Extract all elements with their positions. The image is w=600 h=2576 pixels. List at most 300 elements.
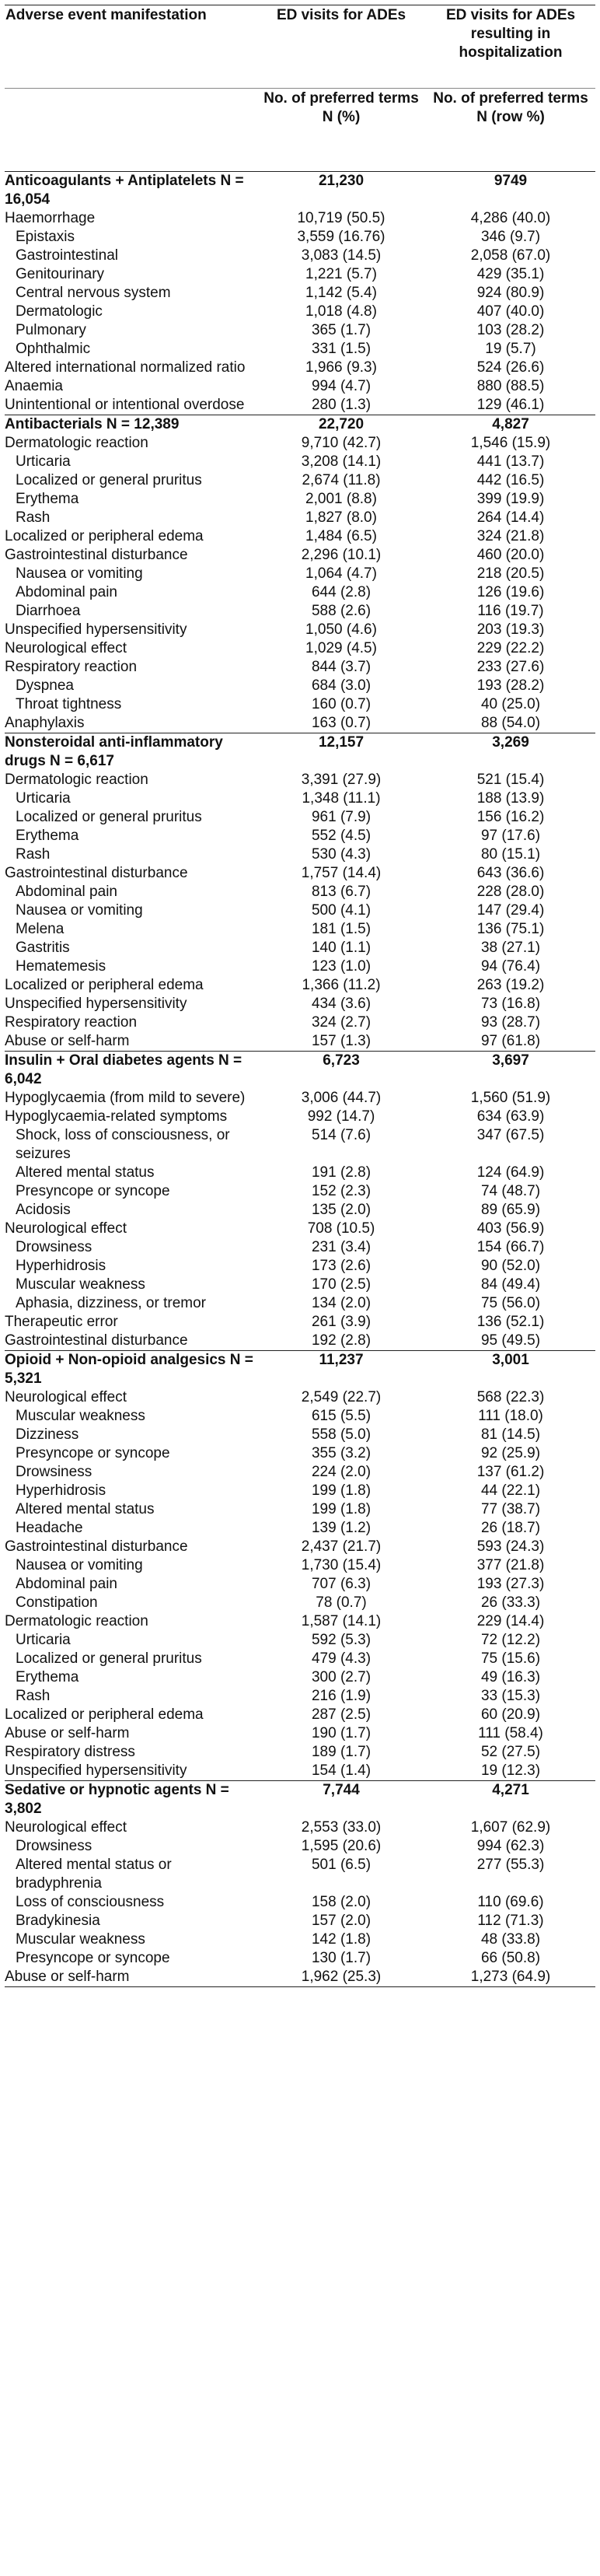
table-row xyxy=(5,1257,595,1276)
manifestation-label: Neurological effect xyxy=(5,640,127,656)
table-header xyxy=(5,5,595,172)
ed-visits-value: 21,230 xyxy=(318,173,365,189)
manifestation-label: Respiratory reaction xyxy=(5,659,138,675)
ed-visits-value: 191 (2.8) xyxy=(311,1164,372,1181)
ed-visits-value: 280 (1.3) xyxy=(311,397,372,413)
table-row xyxy=(5,1482,595,1500)
ed-visits-value: 10,719 (50.5) xyxy=(297,210,385,226)
sub-manifestation-label: Dyspnea xyxy=(16,677,74,694)
ed-visits-value: 140 (1.1) xyxy=(311,940,372,956)
manifestation-label: Localized or peripheral edema xyxy=(5,977,204,993)
sub-manifestation-label: Altered mental status or bradyphrenia xyxy=(16,1857,172,1892)
ed-visits-value: 2,553 (33.0) xyxy=(301,1819,382,1836)
ed-visits-value: 2,549 (22.7) xyxy=(301,1389,382,1405)
hospitalization-value: 277 (55.3) xyxy=(476,1857,545,1873)
manifestation-label: Haemorrhage xyxy=(5,210,96,226)
table-row xyxy=(5,883,595,901)
manifestation-label: Unspecified hypersensitivity xyxy=(5,1762,187,1779)
sub-manifestation-label: Gastritis xyxy=(16,940,70,956)
ed-visits-value: 1,966 (9.3) xyxy=(305,359,377,376)
table-row xyxy=(5,1594,595,1612)
hospitalization-value: 156 (16.2) xyxy=(476,809,545,825)
ed-visits-value: 6,723 xyxy=(256,1052,426,1090)
hospitalization-value: 188 (13.9) xyxy=(476,790,545,807)
ed-visits-value: 190 (1.7) xyxy=(311,1725,372,1741)
sub-manifestation-label: Localized or general pruritus xyxy=(16,809,202,825)
ed-visits-value: 7,744 xyxy=(256,1781,426,1819)
ed-visits-value: 134 (2.0) xyxy=(311,1295,372,1311)
table-row xyxy=(5,1968,595,1987)
hospitalization-value: 93 (28.7) xyxy=(480,1014,541,1031)
sub-manifestation-label: Gastrointestinal xyxy=(16,247,119,264)
manifestation-label: Hypoglycaemia (from mild to severe) xyxy=(5,1090,246,1106)
hospitalization-value: 111 (58.4) xyxy=(478,1725,543,1741)
ed-visits-value: 684 (3.0) xyxy=(311,677,372,694)
table-row xyxy=(5,1182,595,1201)
table-row xyxy=(5,1837,595,1856)
hospitalization-value: 80 (15.1) xyxy=(480,846,541,863)
hospitalization-value: 1,546 (15.9) xyxy=(470,435,551,451)
table-row xyxy=(5,901,595,920)
hospitalization-value: 90 (52.0) xyxy=(480,1258,541,1274)
sub-manifestation-label: Localized or general pruritus xyxy=(16,1650,202,1667)
header-manifestation: Adverse event manifestation xyxy=(5,5,256,89)
hospitalization-value: 228 (28.0) xyxy=(476,884,545,900)
ed-visits-value: 994 (4.7) xyxy=(311,378,372,394)
sub-manifestation-label: Nausea or vomiting xyxy=(16,902,143,919)
ed-visits-value: 199 (1.8) xyxy=(311,1501,372,1517)
ed-visits-value: 199 (1.8) xyxy=(311,1482,372,1499)
sub-manifestation-label: Hematemesis xyxy=(16,958,106,975)
ed-visits-value: 324 (2.7) xyxy=(311,1014,372,1031)
table-row xyxy=(5,1912,595,1930)
sub-manifestation-label: Urticaria xyxy=(16,1632,71,1648)
table-row xyxy=(5,1575,595,1594)
sub-manifestation-label: Central nervous system xyxy=(16,285,171,301)
table-row xyxy=(5,1108,595,1126)
ed-visits-value: 11,237 xyxy=(256,1351,426,1389)
manifestation-label: Localized or peripheral edema xyxy=(5,528,204,544)
ed-visits-value: 1,366 (11.2) xyxy=(302,977,381,993)
ed-visits-value: 501 (6.5) xyxy=(311,1857,372,1873)
table-group-row xyxy=(5,1052,595,1090)
hospitalization-value: 136 (75.1) xyxy=(476,921,545,937)
table-row xyxy=(5,1893,595,1912)
hospitalization-value: 60 (20.9) xyxy=(480,1706,541,1723)
hospitalization-value: 346 (9.7) xyxy=(480,229,541,245)
drug-class-label: Opioid + Non-opioid analgesics N = 5,321 xyxy=(5,1351,256,1389)
sub-manifestation-label: Loss of consciousness xyxy=(16,1894,165,1910)
hospitalization-value: 48 (33.8) xyxy=(480,1931,541,1948)
sub-manifestation-label: Hyperhidrosis xyxy=(16,1482,106,1499)
table-row xyxy=(5,1500,595,1519)
sub-manifestation-label: Diarrhoea xyxy=(16,603,81,619)
ed-visits-value: 261 (3.9) xyxy=(311,1314,372,1330)
table-row xyxy=(5,546,595,565)
hospitalization-value: 521 (15.4) xyxy=(476,772,545,788)
ed-visits-value: 22,720 xyxy=(256,415,426,435)
sub-manifestation-label: Constipation xyxy=(16,1594,98,1611)
sub-manifestation-label: Pulmonary xyxy=(16,322,86,338)
hospitalization-value: 74 (48.7) xyxy=(480,1183,541,1199)
sub-manifestation-label: Rash xyxy=(16,1688,51,1704)
hospitalization-value: 9749 xyxy=(494,173,528,189)
hospitalization-value: 95 (49.5) xyxy=(480,1332,541,1349)
hospitalization-value: 3,269 xyxy=(426,733,595,772)
table-row xyxy=(5,1407,595,1426)
ed-visits-value: 142 (1.8) xyxy=(311,1931,372,1948)
hospitalization-value: 442 (16.5) xyxy=(476,472,545,488)
drug-class-label: Anticoagulants + Antiplatelets N = 16,054 xyxy=(5,173,244,208)
hospitalization-value: 81 (14.5) xyxy=(480,1426,541,1443)
sub-manifestation-label: Drowsiness xyxy=(16,1838,92,1854)
ed-visits-value: 592 (5.3) xyxy=(311,1632,372,1648)
ed-visits-value: 1,142 (5.4) xyxy=(305,285,377,301)
sub-manifestation-label: Urticaria xyxy=(16,790,71,807)
ed-visits-value: 2,001 (8.8) xyxy=(305,491,377,507)
sub-manifestation-label: Altered mental status xyxy=(16,1501,155,1517)
table-row xyxy=(5,340,595,359)
table-row xyxy=(5,1089,595,1108)
hospitalization-value: 403 (56.9) xyxy=(476,1220,545,1237)
ed-visits-value: 1,029 (4.5) xyxy=(305,640,377,656)
sub-manifestation-label: Aphasia, dizziness, or tremor xyxy=(16,1295,206,1311)
hospitalization-value: 52 (27.5) xyxy=(480,1744,541,1760)
ed-visits-value: 708 (10.5) xyxy=(307,1220,375,1237)
hospitalization-value: 3,001 xyxy=(426,1351,595,1389)
table-row xyxy=(5,1294,595,1313)
table-row xyxy=(5,939,595,957)
hospitalization-value: 75 (15.6) xyxy=(480,1650,541,1667)
ed-visits-value: 170 (2.5) xyxy=(311,1276,372,1293)
subheader-preferred-terms-row-pct: No. of preferred terms N (row %) xyxy=(426,89,595,172)
sub-manifestation-label: Abdominal pain xyxy=(16,884,117,900)
table-row xyxy=(5,490,595,509)
table-row xyxy=(5,695,595,714)
hospitalization-value: 49 (16.3) xyxy=(480,1669,541,1685)
ed-visits-value: 615 (5.5) xyxy=(311,1408,372,1424)
sub-manifestation-label: Erythema xyxy=(16,828,79,844)
manifestation-label: Altered international normalized ratio xyxy=(5,359,246,376)
hospitalization-value: 92 (25.9) xyxy=(480,1445,541,1461)
sub-manifestation-label: Headache xyxy=(16,1520,83,1536)
ed-visits-value: 2,674 (11.8) xyxy=(302,472,381,488)
hospitalization-value: 94 (76.4) xyxy=(480,958,541,975)
table-row xyxy=(5,1724,595,1743)
hospitalization-value: 263 (19.2) xyxy=(476,977,545,993)
hospitalization-value: 460 (20.0) xyxy=(476,547,545,563)
manifestation-label: Dermatologic reaction xyxy=(5,435,148,451)
manifestation-label: Neurological effect xyxy=(5,1220,127,1237)
table-group-row xyxy=(5,415,595,435)
sub-manifestation-label: Ophthalmic xyxy=(16,341,91,357)
ed-visits-value: 530 (4.3) xyxy=(311,846,372,863)
ed-visits-value: 139 (1.2) xyxy=(311,1520,372,1536)
manifestation-label: Unintentional or intentional overdose xyxy=(5,397,245,413)
sub-manifestation-label: Dermatologic xyxy=(16,303,103,320)
ed-visits-value: 1,050 (4.6) xyxy=(305,621,377,638)
table-row xyxy=(5,509,595,527)
drug-class-label: Insulin + Oral diabetes agents N = 6,042 xyxy=(5,1052,256,1090)
ed-visits-value: 1,018 (4.8) xyxy=(305,303,377,320)
ed-visits-value: 1,595 (20.6) xyxy=(301,1838,382,1854)
hospitalization-value: 154 (66.7) xyxy=(476,1239,545,1255)
table-row xyxy=(5,827,595,845)
table-row xyxy=(5,321,595,340)
ed-visits-value: 158 (2.0) xyxy=(311,1894,372,1910)
table-row xyxy=(5,303,595,321)
hospitalization-value: 2,058 (67.0) xyxy=(470,247,551,264)
sub-manifestation-label: Localized or general pruritus xyxy=(16,472,202,488)
table-group-row xyxy=(5,172,595,210)
table-row xyxy=(5,1762,595,1781)
hospitalization-value: 66 (50.8) xyxy=(480,1950,541,1966)
ed-visits-value: 3,391 (27.9) xyxy=(301,772,382,788)
table-group-row xyxy=(5,1781,595,1819)
manifestation-label: Anaemia xyxy=(5,378,63,394)
table-row xyxy=(5,957,595,976)
ed-visits-value: 181 (1.5) xyxy=(311,921,372,937)
ed-visits-value: 365 (1.7) xyxy=(311,322,372,338)
ed-visits-value: 1,962 (25.3) xyxy=(256,1968,426,1987)
manifestation-label: Respiratory reaction xyxy=(5,1014,138,1031)
hospitalization-value: 924 (80.9) xyxy=(476,285,545,301)
header-ed-visits-hospitalization: ED visits for ADEs resulting in hospitalization xyxy=(426,5,595,89)
table-row xyxy=(5,658,595,677)
table-row xyxy=(5,1164,595,1182)
table-row xyxy=(5,1220,595,1238)
manifestation-label: Unspecified hypersensitivity xyxy=(5,621,187,638)
manifestation-label: Dermatologic reaction xyxy=(5,772,148,788)
sub-manifestation-label: Nausea or vomiting xyxy=(16,565,143,582)
table-row xyxy=(5,565,595,583)
ed-visits-value: 189 (1.7) xyxy=(311,1744,372,1760)
hospitalization-value: 116 (19.7) xyxy=(477,603,544,619)
ed-visits-value: 961 (7.9) xyxy=(311,809,372,825)
hospitalization-value: 218 (20.5) xyxy=(476,565,545,582)
table-row xyxy=(5,845,595,864)
ed-visits-value: 9,710 (42.7) xyxy=(301,435,382,451)
hospitalization-value: 97 (61.8) xyxy=(480,1033,541,1049)
table-row xyxy=(5,1556,595,1575)
table-row xyxy=(5,1612,595,1631)
ed-visits-value: 558 (5.0) xyxy=(311,1426,372,1443)
ed-visits-value: 3,083 (14.5) xyxy=(301,247,382,264)
table-row xyxy=(5,1276,595,1294)
hospitalization-value: 193 (27.3) xyxy=(476,1576,545,1592)
manifestation-label: Abuse or self-harm xyxy=(5,1725,130,1741)
table-row xyxy=(5,1126,595,1164)
hospitalization-value: 110 (69.6) xyxy=(477,1894,544,1910)
hospitalization-value: 33 (15.3) xyxy=(480,1688,541,1704)
hospitalization-value: 73 (16.8) xyxy=(480,996,541,1012)
sub-manifestation-label: Muscular weakness xyxy=(16,1408,145,1424)
hospitalization-value: 75 (56.0) xyxy=(480,1295,541,1311)
sub-manifestation-label: Hyperhidrosis xyxy=(16,1258,106,1274)
table-row xyxy=(5,714,595,733)
hospitalization-value: 111 (18.0) xyxy=(478,1408,543,1424)
sub-manifestation-label: Genitourinary xyxy=(16,266,105,282)
hospitalization-value: 129 (46.1) xyxy=(476,397,545,413)
table-row xyxy=(5,583,595,602)
hospitalization-value: 38 (27.1) xyxy=(480,940,541,956)
table-row xyxy=(5,1201,595,1220)
hospitalization-value: 84 (49.4) xyxy=(480,1276,541,1293)
drug-class-label: Antibacterials N = 12,389 xyxy=(5,415,256,435)
hospitalization-value: 377 (21.8) xyxy=(476,1557,545,1573)
ed-visits-value: 154 (1.4) xyxy=(311,1762,372,1779)
manifestation-label: Gastrointestinal disturbance xyxy=(5,547,188,563)
ed-visits-value: 1,587 (14.1) xyxy=(301,1613,382,1629)
sub-manifestation-label: Acidosis xyxy=(16,1202,71,1218)
table-row xyxy=(5,1743,595,1762)
manifestation-label: Neurological effect xyxy=(5,1819,127,1836)
sub-manifestation-label: Shock, loss of consciousness, or seizures xyxy=(16,1127,230,1162)
ed-visits-value: 644 (2.8) xyxy=(311,584,372,600)
manifestation-label: Neurological effect xyxy=(5,1389,127,1405)
manifestation-label: Hypoglycaemia-related symptoms xyxy=(5,1108,228,1125)
table-group-row xyxy=(5,1351,595,1389)
ed-visits-value: 192 (2.8) xyxy=(311,1332,372,1349)
table-row xyxy=(5,920,595,939)
ed-visits-value: 588 (2.6) xyxy=(311,603,372,619)
hospitalization-value: 880 (88.5) xyxy=(476,378,545,394)
sub-manifestation-label: Abdominal pain xyxy=(16,1576,117,1592)
header-ed-visits: ED visits for ADEs xyxy=(256,5,426,89)
hospitalization-value: 399 (19.9) xyxy=(476,491,545,507)
ed-visits-value: 552 (4.5) xyxy=(311,828,372,844)
table-row xyxy=(5,209,595,228)
ed-visits-value: 1,730 (15.4) xyxy=(301,1557,382,1573)
ed-visits-value: 355 (3.2) xyxy=(311,1445,372,1461)
hospitalization-value: 103 (28.2) xyxy=(476,322,545,338)
ed-visits-value: 514 (7.6) xyxy=(311,1127,372,1143)
sub-manifestation-label: Bradykinesia xyxy=(16,1913,100,1929)
table-row xyxy=(5,471,595,490)
hospitalization-value: 1,273 (64.9) xyxy=(426,1968,595,1987)
hospitalization-value: 4,827 xyxy=(426,415,595,435)
manifestation-label: Gastrointestinal disturbance xyxy=(5,1538,188,1555)
table-row xyxy=(5,265,595,284)
hospitalization-value: 112 (71.3) xyxy=(477,1913,544,1929)
table-row xyxy=(5,228,595,247)
hospitalization-value: 568 (22.3) xyxy=(476,1389,545,1405)
ed-visits-value: 813 (6.7) xyxy=(311,884,372,900)
hospitalization-value: 229 (14.4) xyxy=(476,1613,545,1629)
manifestation-label: Respiratory distress xyxy=(5,1744,135,1760)
table-row xyxy=(5,527,595,546)
sub-manifestation-label: Drowsiness xyxy=(16,1239,92,1255)
ed-visits-value: 173 (2.6) xyxy=(311,1258,372,1274)
sub-manifestation-label: Presyncope or syncope xyxy=(16,1445,170,1461)
sub-manifestation-label: Dizziness xyxy=(16,1426,79,1443)
ed-visits-value: 3,006 (44.7) xyxy=(301,1090,382,1106)
hospitalization-value: 347 (67.5) xyxy=(476,1127,545,1143)
manifestation-label: Abuse or self-harm xyxy=(5,1968,256,1987)
subheader-empty xyxy=(5,89,256,172)
sub-manifestation-label: Rash xyxy=(16,509,51,526)
manifestation-label: Unspecified hypersensitivity xyxy=(5,996,187,1012)
hospitalization-value: 137 (61.2) xyxy=(476,1464,545,1480)
hospitalization-value: 26 (18.7) xyxy=(480,1520,541,1536)
hospitalization-value: 233 (27.6) xyxy=(476,659,545,675)
hospitalization-value: 324 (21.8) xyxy=(476,528,545,544)
ed-visits-value: 992 (14.7) xyxy=(307,1108,375,1125)
hospitalization-value: 26 (33.3) xyxy=(480,1594,541,1611)
hospitalization-value: 441 (13.7) xyxy=(476,453,545,470)
ed-visits-value: 479 (4.3) xyxy=(311,1650,372,1667)
sub-manifestation-label: Altered mental status xyxy=(16,1164,155,1181)
sub-manifestation-label: Urticaria xyxy=(16,453,71,470)
table-row xyxy=(5,976,595,995)
hospitalization-value: 44 (22.1) xyxy=(480,1482,541,1499)
hospitalization-value: 4,286 (40.0) xyxy=(470,210,551,226)
hospitalization-value: 72 (12.2) xyxy=(480,1632,541,1648)
table-row xyxy=(5,621,595,639)
hospitalization-value: 193 (28.2) xyxy=(476,677,545,694)
table-row xyxy=(5,1650,595,1668)
hospitalization-value: 19 (5.7) xyxy=(485,341,536,357)
ed-visits-value: 331 (1.5) xyxy=(311,341,372,357)
table-row xyxy=(5,1818,595,1837)
ed-visits-value: 287 (2.5) xyxy=(311,1706,372,1723)
hospitalization-value: 124 (64.9) xyxy=(476,1164,545,1181)
hospitalization-value: 229 (22.2) xyxy=(476,640,545,656)
ed-visits-value: 3,208 (14.1) xyxy=(301,453,382,470)
ed-visits-value: 130 (1.7) xyxy=(311,1950,372,1966)
sub-manifestation-label: Epistaxis xyxy=(16,229,75,245)
ed-visits-value: 224 (2.0) xyxy=(311,1464,372,1480)
hospitalization-value: 126 (19.6) xyxy=(476,584,545,600)
table-group-row xyxy=(5,733,595,772)
ed-visits-value: 1,484 (6.5) xyxy=(305,528,377,544)
adverse-event-table xyxy=(5,5,595,1987)
ed-visits-value: 2,296 (10.1) xyxy=(301,547,382,563)
hospitalization-value: 77 (38.7) xyxy=(480,1501,541,1517)
ed-visits-value: 500 (4.1) xyxy=(311,902,372,919)
sub-manifestation-label: Erythema xyxy=(16,1669,79,1685)
hospitalization-value: 97 (17.6) xyxy=(480,828,541,844)
hospitalization-value: 264 (14.4) xyxy=(476,509,545,526)
ed-visits-value: 231 (3.4) xyxy=(311,1239,372,1255)
ed-visits-value: 157 (2.0) xyxy=(311,1913,372,1929)
ed-visits-value: 123 (1.0) xyxy=(311,958,372,975)
ed-visits-value: 78 (0.7) xyxy=(316,1594,367,1611)
table-row xyxy=(5,1332,595,1351)
sub-manifestation-label: Melena xyxy=(16,921,65,937)
table-body xyxy=(5,172,595,1987)
manifestation-label: Anaphylaxis xyxy=(5,715,85,731)
hospitalization-value: 429 (35.1) xyxy=(476,266,545,282)
hospitalization-value: 407 (40.0) xyxy=(476,303,545,320)
hospitalization-value: 643 (36.6) xyxy=(476,865,545,881)
ed-visits-value: 1,348 (11.1) xyxy=(302,790,381,807)
hospitalization-value: 203 (19.3) xyxy=(476,621,545,638)
sub-manifestation-label: Rash xyxy=(16,846,51,863)
table-row xyxy=(5,434,595,453)
table-row xyxy=(5,1856,595,1893)
ed-visits-value: 157 (1.3) xyxy=(311,1033,372,1049)
table-row xyxy=(5,453,595,471)
table-row xyxy=(5,1519,595,1538)
hospitalization-value: 1,607 (62.9) xyxy=(470,1819,551,1836)
ed-visits-value: 1,827 (8.0) xyxy=(305,509,377,526)
table-row xyxy=(5,1538,595,1556)
hospitalization-value: 40 (25.0) xyxy=(480,696,541,712)
sub-manifestation-label: Drowsiness xyxy=(16,1464,92,1480)
table-row xyxy=(5,1032,595,1052)
table-row xyxy=(5,1238,595,1257)
